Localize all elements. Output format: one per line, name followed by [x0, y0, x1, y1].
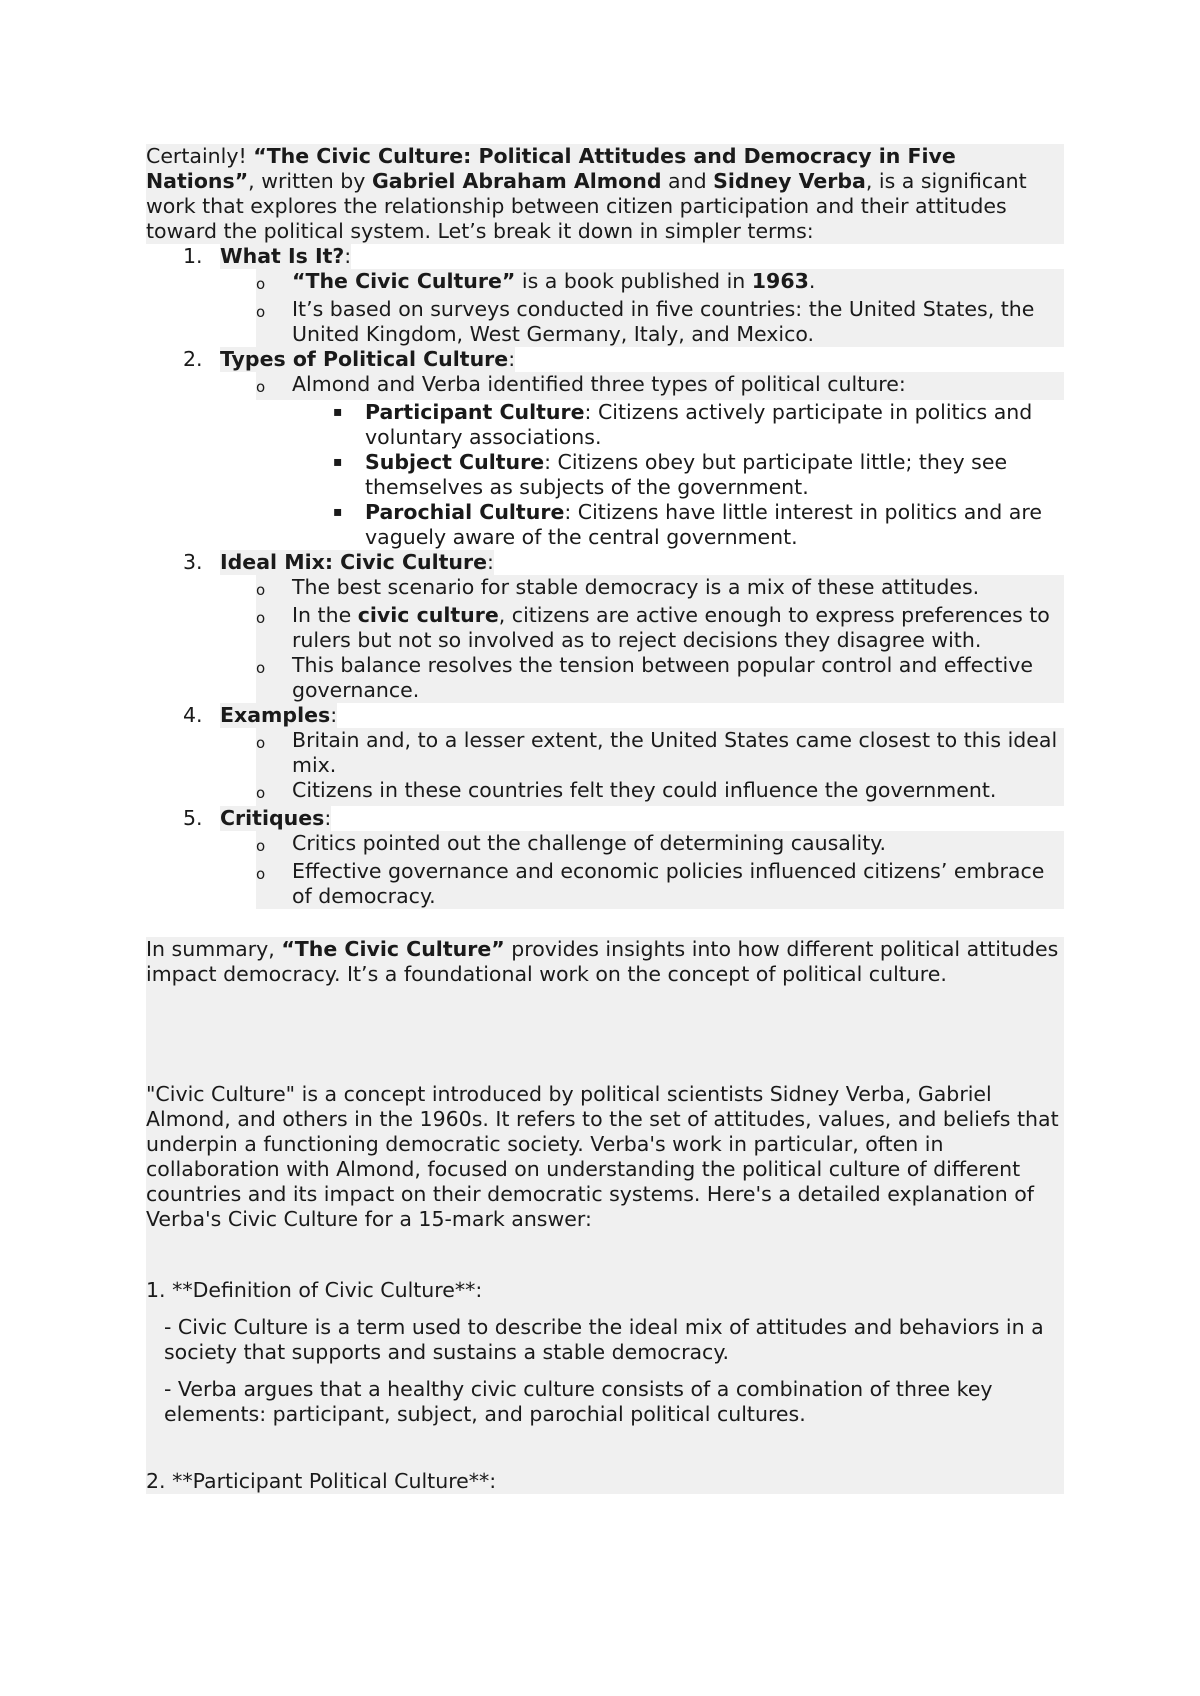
document-body — [146, 144, 1064, 1494]
colon: : — [324, 806, 332, 830]
colon: : — [487, 550, 494, 574]
section-number: 5. — [183, 806, 203, 830]
section-4 — [146, 703, 1064, 806]
sub-list-item — [329, 450, 1064, 500]
intro-text: , is a significant work that explores the relationship between citizen participation and their attitudes toward the political system. Let’s break it down in simpler terms: — [146, 169, 1027, 243]
bullet-marker: o — [256, 734, 266, 752]
summary-bold: “The Civic Culture” — [281, 937, 505, 961]
item-text: Effective governance and economic policies influenced citizens’ embrace of democracy. — [292, 859, 1045, 908]
sub-list-item — [329, 400, 1064, 450]
item-text: This balance resolves the tension between popular control and effective governance. — [292, 653, 1033, 702]
bullet-marker: o — [256, 303, 266, 321]
section-heading — [146, 347, 1064, 372]
list-item — [256, 297, 1064, 347]
definition-heading: 1. **Definition of Civic Culture**: — [146, 1278, 483, 1302]
item-text: Citizens in these countries felt they could influence the government. — [292, 778, 997, 802]
section-title: Ideal Mix: Civic Culture — [220, 550, 488, 574]
section-heading — [146, 244, 1064, 269]
sub-list-item — [329, 500, 1064, 550]
item-text: Critics pointed out the challenge of determining causality. — [292, 831, 886, 855]
bullet-marker: o — [256, 581, 266, 599]
definition-point-1: - Civic Culture is a term used to describe the ideal mix of attitudes and behaviors in a society that supports and sustains a stable democracy. — [164, 1315, 1044, 1364]
section-title: What Is It? — [220, 244, 345, 268]
list-item — [256, 603, 1064, 653]
bullet-marker: o — [256, 837, 266, 855]
item-text: : Citizens actively participate in politics and voluntary associations. — [365, 400, 1033, 449]
item-text: It’s based on surveys conducted in five countries: the United States, the United Kingdom, West Germany, Italy, and Mexico. — [292, 297, 1035, 346]
intro-text: , written by — [248, 169, 372, 193]
section-number: 3. — [183, 550, 203, 574]
section-title: Examples — [220, 703, 331, 727]
bullet-marker: o — [256, 659, 266, 677]
colon: : — [508, 347, 516, 371]
list-item — [256, 859, 1064, 909]
square-bullet-icon: ▪ — [333, 504, 343, 520]
item-text: In the — [292, 603, 358, 627]
summary-paragraph — [146, 937, 1064, 1494]
list-item — [256, 831, 1064, 859]
summary-text: In summary, — [146, 937, 282, 961]
section-heading — [146, 550, 1064, 575]
bullet-marker: o — [256, 609, 266, 627]
author-almond: Gabriel Abraham Almond — [371, 169, 662, 193]
summary-text: provides insights into how different political attitudes impact democracy. It’s a foundational work on the concept of political culture. — [146, 937, 1059, 986]
item-text: : Citizens have little interest in politics and are vaguely aware of the central government. — [365, 500, 1042, 549]
item-bold: Participant Culture — [365, 400, 585, 424]
item-bold: “The Civic Culture” — [292, 269, 516, 293]
item-text: : Citizens obey but participate little; they see themselves as subjects of the government. — [365, 450, 1008, 499]
section-heading — [146, 806, 1064, 831]
book-title: “The Civic Culture: Political Attitudes and Democracy in Five Nations” — [146, 144, 956, 193]
colon: : — [344, 244, 352, 268]
bullet-marker: o — [256, 784, 266, 802]
list-item — [256, 575, 1064, 603]
square-bullet-icon: ▪ — [333, 404, 343, 420]
bullet-marker: o — [256, 865, 266, 883]
participant-heading: 2. **Participant Political Culture**: — [146, 1469, 497, 1493]
intro-paragraph — [146, 144, 1064, 244]
list-item — [256, 653, 1064, 703]
item-text: is a book published in — [515, 269, 752, 293]
item-text: Britain and, to a lesser extent, the United States came closest to this ideal mix. — [292, 728, 1058, 777]
section-number: 2. — [183, 347, 203, 371]
item-bold: Parochial Culture — [365, 500, 565, 524]
section-2 — [146, 347, 1064, 550]
item-text: Almond and Verba identified three types of political culture: — [292, 372, 906, 396]
colon: : — [330, 703, 338, 727]
section-number: 1. — [183, 244, 203, 268]
item-text: , citizens are active enough to express preferences to rulers but not so involved as to reject decisions they disagree with. — [292, 603, 1050, 652]
section-heading — [146, 703, 1064, 728]
bullet-marker: o — [256, 275, 266, 293]
section-3 — [146, 550, 1064, 703]
item-bold: 1963 — [751, 269, 809, 293]
item-text: The best scenario for stable democracy is a mix of these attitudes. — [292, 575, 980, 599]
section-title: Types of Political Culture — [220, 347, 509, 371]
item-text: . — [808, 269, 816, 293]
bullet-marker: o — [256, 378, 266, 396]
item-bold: civic culture — [357, 603, 499, 627]
item-bold: Subject Culture — [365, 450, 545, 474]
intro-text: and — [661, 169, 714, 193]
list-item — [256, 778, 1064, 806]
section-5 — [146, 806, 1064, 909]
definition-point-2: - Verba argues that a healthy civic culture consists of a combination of three key elements: participant, subject, and parochial political cultures. — [164, 1377, 993, 1426]
intro-lead: Certainly! — [146, 144, 254, 168]
square-bullet-icon: ▪ — [333, 454, 343, 470]
civic-culture-paragraph: "Civic Culture" is a concept introduced by political scientists Sidney Verba, Gabriel Almond, and others in the 1960s. It refers to the set of attitudes, values, and beliefs that underpin a functioning democratic society. Verba's work in particular, often in collaboration with Almond, focused on understanding the political culture of different countries and its impact on their democratic systems. Here's a detailed explanation of Verba's Civic Culture for a 15-mark answer: — [146, 1082, 1059, 1231]
author-verba: Sidney Verba — [713, 169, 866, 193]
list-item — [256, 372, 1064, 400]
section-1 — [146, 244, 1064, 347]
list-item — [256, 269, 1064, 297]
list-item — [256, 728, 1064, 778]
section-title: Critiques — [220, 806, 325, 830]
section-number: 4. — [183, 703, 203, 727]
